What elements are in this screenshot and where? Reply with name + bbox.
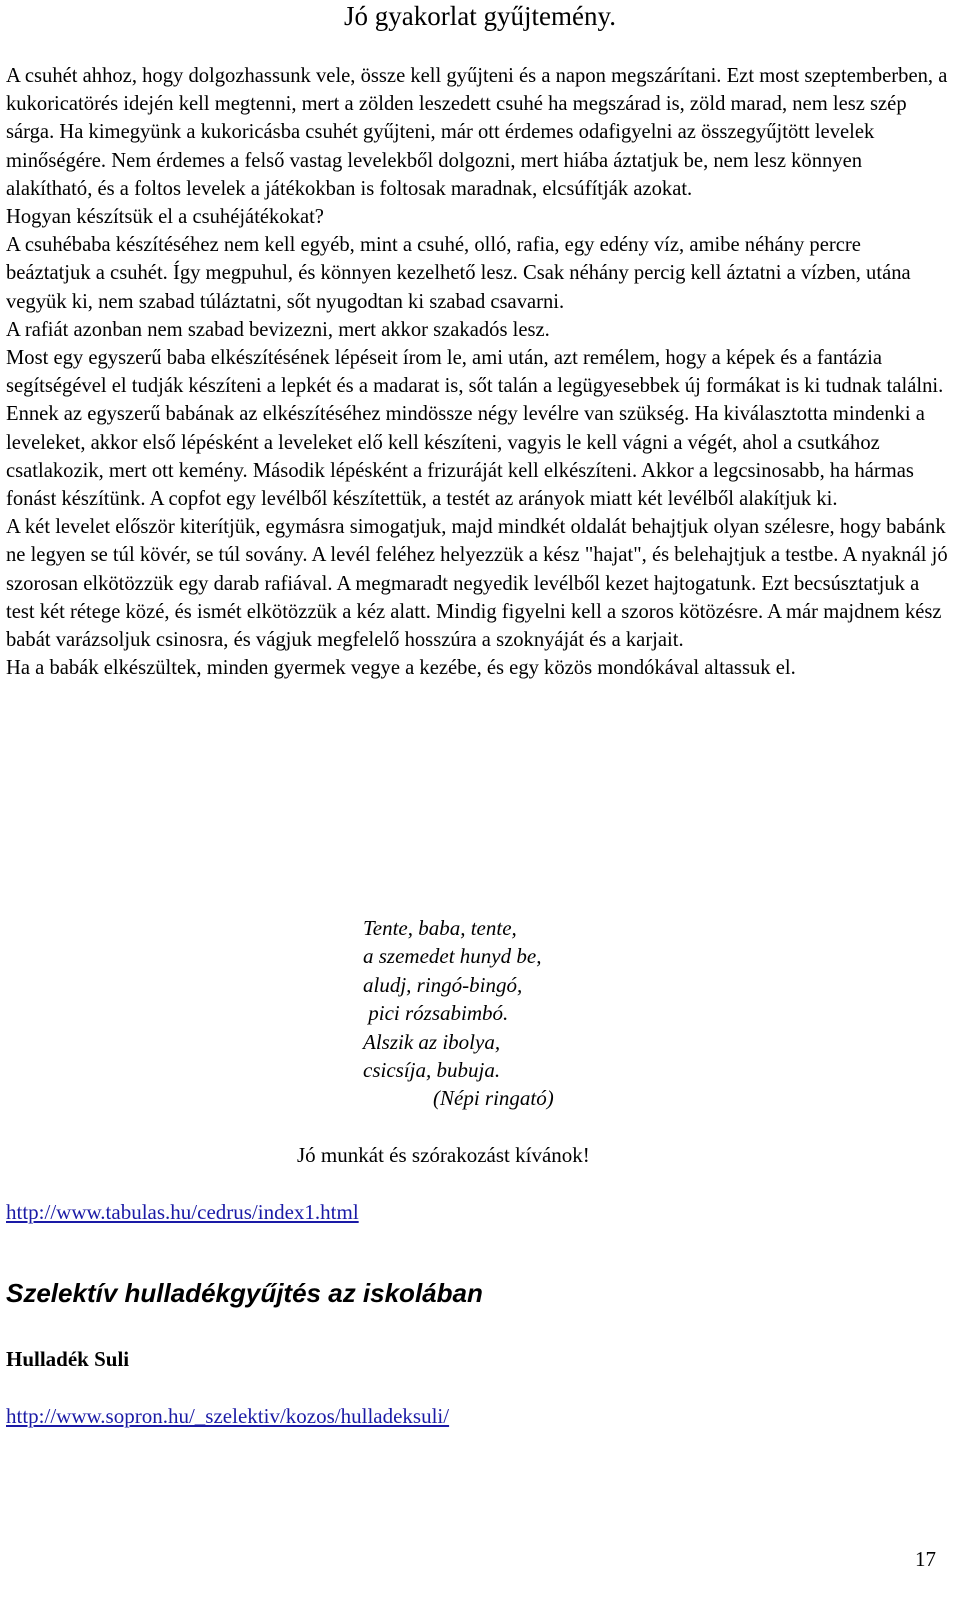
paragraph: Most egy egyszerű baba elkészítésének lépéseit írom le, ami után, azt remélem, hogy a képek és a fantázia segítségével el tudják készíteni a lepkét és a madarat is, sőt talán a legügyesebbek új formákat is ki tudnak találni. xyxy=(6,347,944,398)
page-title: Jó gyakorlat gyűjtemény. xyxy=(344,1,616,31)
closing-line: Jó munkát és szórakozást kívánok! xyxy=(297,1143,590,1167)
paragraph: A csuhét ahhoz, hogy dolgozhassunk vele, össze kell gyűjteni és a napon megszárítani. Ezt most szeptemberben, a kukoricatörés idején kell megtenni, mert a zölden leszedett csuhé ha megszárad is, zöld marad, nem lesz szép sárga. Ha kimegyünk a kukoricásba csuhét gyűjteni, már ott érdemes odafigyelni az összegyűjtött levelek minőségére. Nem érdemes a felső vastag levelekből dolgozni, mert hiába áztatjuk be, nem lesz könnyen alakítható, és a foltos levelek a játékokban is foltosak maradnak, elcsúfítják azokat. xyxy=(6,65,948,200)
paragraph: A csuhébaba készítéséhez nem kell egyéb, mint a csuhé, olló, rafia, egy edény víz, amibe néhány percre beáztatjuk a csuhét. Így megpuhul, és könnyen kezelhető lesz. Csak néhány percig kell áztatni a vízben, utána vegyük ki, nem szabad túláztatni, sőt nyugodtan ki szabad csavarni. xyxy=(6,234,911,313)
paragraph: Ha a babák elkészültek, minden gyermek vegye a kezébe, és egy közös mondókával altassuk el. xyxy=(6,657,796,680)
poem-line: a szemedet hunyd be, xyxy=(363,944,542,969)
section-heading: Szelektív hulladékgyűjtés az iskolában xyxy=(6,1278,483,1308)
poem-line: aludj, ringó-bingó, xyxy=(363,972,523,997)
paragraph: Hogyan készítsük el a csuhéjátékokat? xyxy=(6,206,324,229)
tabulas-link[interactable]: http://www.tabulas.hu/cedrus/index1.html xyxy=(6,1200,359,1224)
hulladeksuli-link[interactable]: http://www.sopron.hu/_szelektiv/kozos/hulladeksuli/ xyxy=(6,1404,450,1428)
poem-line: csicsíja, bubuja. xyxy=(363,1058,501,1083)
poem-attribution: (Népi ringató) xyxy=(433,1086,554,1111)
poem xyxy=(363,914,683,1113)
paragraph: A rafiát azonban nem szabad bevizezni, mert akkor szakadós lesz. xyxy=(6,318,550,341)
paragraph: Ennek az egyszerű babának az elkészítéséhez mindössze négy levélre van szükség. Ha kiválasztotta mindenki a leveleket, akkor első lépésként a leveleket elő kell készíteni, vagyis le kell vágni a végét, ahol a csutkához csatlakozik, mert ott kemény. Második lépésként a frizuráját kell elkészíteni. Akkor a legcsinosabb, ha hármas fonást készítünk. A copfot egy levélből készítettük, a testét az arányok miatt két levélből alakítjuk ki. xyxy=(6,403,925,511)
paragraph: A két levelet először kiterítjük, egymásra simogatjuk, majd mindkét oldalát behajtjuk olyan szélesre, hogy babánk ne legyen se túl kövér, se túl sovány. A levél feléhez helyezzük a kész "hajat", és belehajtjuk a testbe. A nyaknál jó szorosan elkötözzük egy darab rafiával. A megmaradt negyedik levélből kezet hajtogatunk. Ezt becsúsztatjuk a test két rétege közé, és ismét elkötözzük a kéz alatt. Mindig figyelni kell a szoros kötözésre. A már majdnem kész babát varázsoljuk csinosra, és vágjuk megfelelő hosszúra a szoknyáját és a karjait. xyxy=(6,516,948,652)
page-number: 17 xyxy=(915,1547,936,1571)
poem-line: Alszik az ibolya, xyxy=(363,1029,501,1054)
poem-line: pici rózsabimbó. xyxy=(363,1001,509,1026)
sub-heading: Hulladék Suli xyxy=(6,1347,130,1371)
poem-line: Tente, baba, tente, xyxy=(363,916,517,940)
body-text xyxy=(6,62,950,682)
